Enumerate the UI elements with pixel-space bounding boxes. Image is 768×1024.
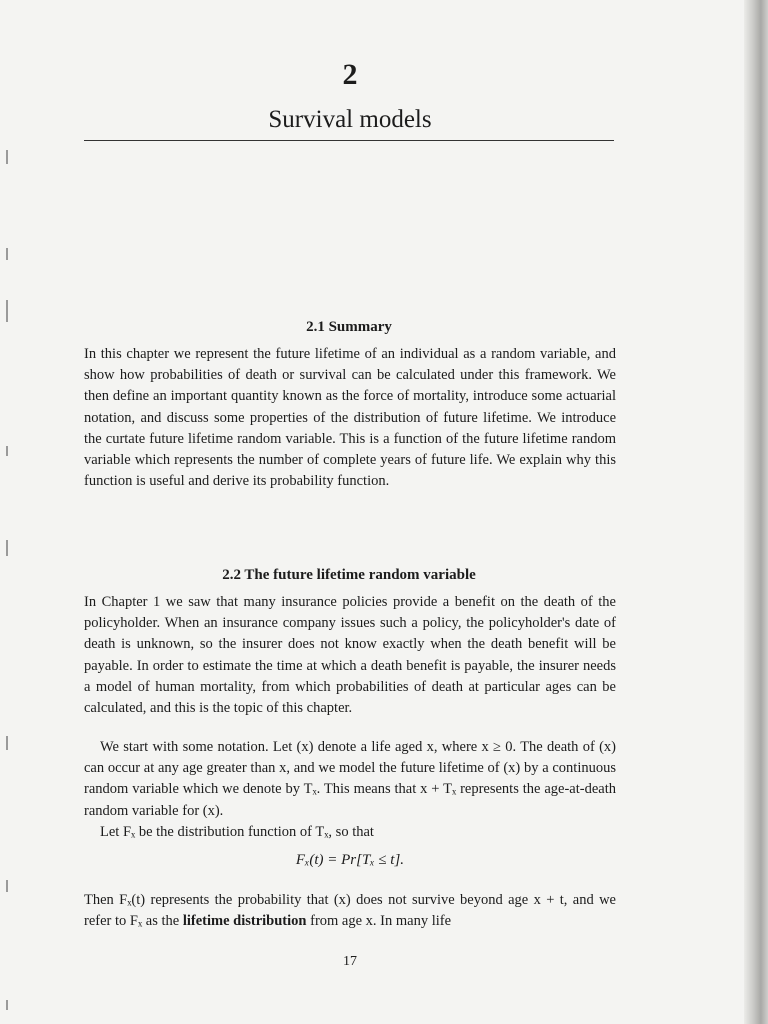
future-lifetime-paragraph-4	[84, 890, 616, 932]
lifetime-distribution-term: lifetime distribution	[182, 913, 307, 930]
future-lifetime-paragraph-1: In Chapter 1 we saw that many insurance policies provide a benefit on the death of the policyholder. When an insurance company issues such a policy, the policyholder's date of death is unknown, so the insurer does not know exactly when the death benefit will be payable. In order to estimate the time at which a death benefit is payable, the insurer needs a model of human mortality, from which probabilities of death at particular ages can be calculated, and this is the topic of this chapter.	[84, 594, 616, 717]
page-number: 17	[343, 954, 357, 969]
summary-paragraph: In this chapter we represent the future lifetime of an individual as a random variable, and show how probabilities of death or survival can be calculated under this framework. We then define an important quantity known as the force of mortality, introduce some actuarial notation, and discuss some properties of the distribution of future lifetime. We introduce the curtate future lifetime random variable. This is a function of the future lifetime random variable which represents the number of complete years of future life. We explain why this function is useful and derive its probability function.	[84, 346, 616, 490]
chapter-title: Survival models	[268, 106, 432, 133]
paragraph-4-lead: Then Fₓ(t) represents the probability that (x) does not survive beyond age x + t, and we refer to Fₓ as the	[84, 892, 616, 930]
lifetime-distribution-formula: Fₓ(t) = Pr[Tₓ ≤ t].	[295, 852, 405, 868]
section-heading-future-lifetime: 2.2 The future lifetime random variable	[222, 567, 476, 583]
scan-page-edge	[744, 0, 768, 1024]
paragraph-4-tail: from age x. In many life	[306, 913, 452, 930]
future-lifetime-paragraph-2: We start with some notation. Let (x) denote a life aged x, where x ≥ 0. The death of (x) can occur at any age greater than x, and we model the future lifetime of (x) by a continuous random variable which we denote by Tₓ. This means that x + Tₓ represents the age-at-death random variable for (x).	[84, 739, 616, 819]
future-lifetime-paragraph-3: Let Fₓ be the distribution function of Tₓ, so that	[100, 824, 374, 840]
binding-marks	[6, 0, 14, 1024]
section-heading-summary: 2.1 Summary	[306, 319, 392, 335]
title-rule	[84, 140, 614, 141]
chapter-number: 2	[342, 58, 358, 91]
